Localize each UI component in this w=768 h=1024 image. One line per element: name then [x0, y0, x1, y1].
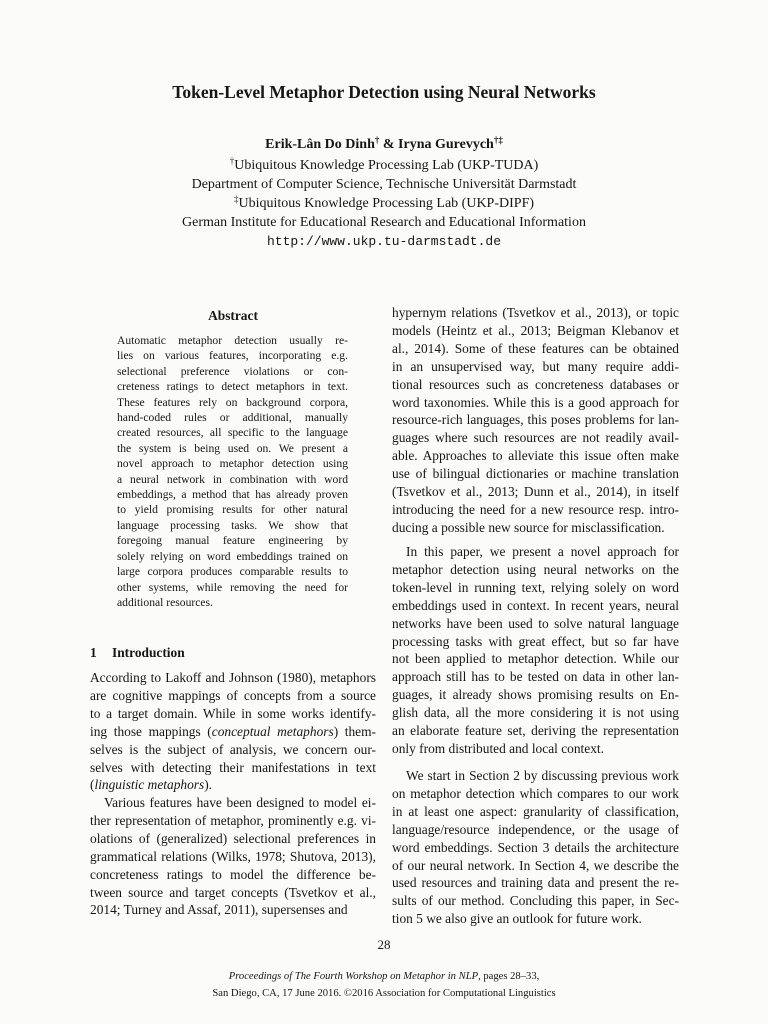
author-block — [0, 134, 768, 252]
affiliation-3-text: Ubiquitous Knowledge Processing Lab (UKP-DIPF) — [238, 196, 535, 211]
footer-line-1 — [0, 968, 768, 985]
text-line: olations of (generalized) selectional preferences in — [90, 830, 376, 846]
author-1-name: Erik-Lân Do Dinh — [265, 137, 375, 152]
text-line: language/resource independence, or the usage of — [392, 821, 679, 837]
text-line: guages where such resources are not readily avail- — [392, 430, 679, 446]
text-line: the system is being used on. We present a — [117, 441, 348, 455]
text-line: networks have been used to solve natural language — [392, 615, 679, 631]
affiliation-4: German Institute for Educational Research and Educational Information — [182, 215, 586, 230]
text-line: embeddings, a method that has already proven — [117, 488, 348, 502]
footer-pages: , pages 28–33, — [478, 971, 540, 982]
italic-term: linguistic metaphors — [94, 777, 205, 793]
text-line: word embeddings. Section 3 details the architecture — [392, 839, 679, 855]
right-paragraph-2 — [392, 543, 679, 758]
text-line: creteness ratings to detect metaphors in text. — [117, 380, 348, 394]
text-line: Various features have been designed to model ei- — [104, 795, 376, 810]
italic-term: conceptual metaphors — [211, 723, 334, 739]
text-line: of our neural network. In Section 4, we describe the — [392, 857, 679, 873]
text-line: in an unsupervised way, but many require addi- — [392, 358, 679, 374]
text-line: novel approach to metaphor detection using — [117, 457, 348, 471]
text-line — [90, 723, 376, 741]
affiliation-1-mark: † — [229, 156, 235, 166]
text-line: These features rely on background corpora, — [117, 395, 348, 409]
abstract-body — [117, 333, 348, 610]
text-line: to a target domain. While in some works identify- — [90, 705, 376, 721]
text-line: a neural network in combination with word — [117, 472, 348, 486]
text-line: According to Lakoff and Johnson (1980), metaphors — [90, 670, 376, 685]
text-line: able. Approaches to alleviate this issue often make — [392, 448, 679, 464]
text-line: concreteness ratings to model the difference be- — [90, 866, 376, 882]
text-line: tween source and target concepts (Tsvetkov et al., — [90, 884, 376, 900]
lab-url[interactable]: http://www.ukp.tu-darmstadt.de — [266, 234, 502, 249]
author-names — [0, 134, 768, 156]
text-segment: ) them- — [333, 723, 376, 739]
page-number: 28 — [377, 937, 391, 952]
section-title: Introduction — [112, 645, 185, 660]
text-line: grammatical relations (Wilks, 1978; Shutova, 2013), — [90, 848, 376, 864]
text-line: approach still has to be tested on data in other lan- — [392, 669, 679, 685]
intro-paragraph-2 — [90, 794, 376, 919]
text-line: tional resources such as concreteness databases or — [392, 376, 679, 392]
text-line: guages, it already shows promising results on En- — [392, 687, 679, 703]
text-line: are cognitive mappings of concepts from a source — [90, 687, 376, 703]
text-line: language processing tasks. We show that — [117, 518, 348, 532]
text-line: introducing the need for a new resource resp. intro- — [392, 501, 679, 517]
text-segment: ( — [90, 777, 95, 793]
text-line: tion 5 we also give an outlook for future work. — [392, 911, 642, 927]
right-paragraph-3 — [392, 767, 679, 928]
text-line: resource-rich languages, this poses problems for lan- — [392, 412, 679, 428]
author-2-marks: †‡ — [493, 135, 503, 145]
text-line: Automatic metaphor detection usually re- — [117, 334, 348, 347]
text-line: sults of our method. Concluding this paper, in Sec- — [392, 893, 679, 909]
section-number: 1 — [90, 645, 97, 660]
text-line: only from distributed and local context. — [392, 740, 604, 756]
text-line: (Tsvetkov et al., 2013; Dunn et al., 2014), in itself — [392, 484, 679, 500]
text-line: In this paper, we present a novel approach for — [406, 544, 679, 559]
text-line: ther representation of metaphor, prominently e.g. vi- — [90, 812, 376, 828]
text-line: glish data, all the more considering it is not using — [392, 705, 679, 721]
text-segment: ing those mappings ( — [90, 723, 212, 739]
text-line: use of bilingual dictionaries or machine translation — [392, 466, 679, 482]
text-line: selves with detecting their manifestations in text — [90, 759, 376, 775]
text-line: an elaborate feature set, deriving the representation — [392, 723, 679, 739]
text-line: foregoing manual feature engineering by — [117, 534, 348, 548]
affiliation-1 — [0, 156, 768, 175]
text-line: to yield promising results for other natural — [117, 503, 348, 517]
intro-paragraph-1 — [90, 669, 376, 794]
text-line: 2014; Turney and Assaf, 2011), supersenses and — [90, 902, 348, 918]
right-paragraph-1 — [392, 304, 679, 537]
text-line: other systems, while removing the need for — [117, 580, 348, 594]
text-line: models (Heintz et al., 2013; Beigman Klebanov et — [392, 322, 679, 338]
text-line — [90, 776, 376, 794]
text-line: selectional preference violations or con- — [117, 364, 348, 378]
affiliation-3-mark: ‡ — [233, 194, 239, 204]
text-line: hand-coded rules or additional, manually — [117, 411, 348, 425]
author-1-marks: † — [374, 135, 380, 145]
proceedings-footer — [0, 968, 768, 1002]
text-line: created resources, all specific to the language — [117, 426, 348, 440]
text-line: in at least one aspect: granularity of classification, — [392, 803, 679, 819]
text-line: selves is the subject of analysis, we concern our- — [90, 741, 376, 757]
text-line: ducing a possible new source for misclassification. — [392, 519, 665, 535]
text-line: token-level in running text, relying solely on word — [392, 579, 679, 595]
text-line: We start in Section 2 by discussing previous work — [406, 768, 679, 783]
paper-title: Token-Level Metaphor Detection using Neural Networks — [172, 82, 596, 102]
affiliation-1-text: Ubiquitous Knowledge Processing Lab (UKP-TUDA) — [234, 158, 539, 173]
text-segment: ). — [204, 777, 213, 793]
text-line: processing tasks with great effect, but so far have — [392, 633, 679, 649]
author-connector: & — [379, 137, 399, 152]
text-line: word taxonomies. While this is a good approach for — [392, 394, 679, 410]
text-line: used resources and training data and present the re- — [392, 875, 679, 891]
text-line: hypernym relations (Tsvetkov et al., 2013), or topic — [392, 305, 679, 320]
text-line: embeddings used in context. In recent years, neural — [392, 597, 679, 613]
text-line: al., 2014). Some of these features can be obtained — [392, 340, 679, 356]
text-line: on metaphor detection which compares to our work — [392, 785, 679, 801]
footer-line-2: San Diego, CA, 17 June 2016. ©2016 Association for Computational Linguistics — [212, 988, 556, 999]
affiliation-3 — [0, 194, 768, 213]
text-line: metaphor detection using neural networks on the — [392, 561, 679, 577]
text-line: large corpora produces comparable results to — [117, 565, 348, 579]
affiliation-2: Department of Computer Science, Technische Universität Darmstadt — [191, 177, 577, 192]
footer-venue: Proceedings of The Fourth Workshop on Metaphor in NLP — [228, 971, 479, 982]
text-line: solely relying on word embeddings trained on — [117, 549, 348, 563]
author-2-name: Iryna Gurevych — [398, 137, 494, 152]
text-line: lies on various features, incorporating e.g. — [117, 349, 348, 363]
text-line: not been applied to metaphor detection. While our — [392, 651, 679, 667]
abstract-heading: Abstract — [208, 308, 258, 323]
section-heading-introduction — [90, 644, 185, 662]
text-line: additional resources. — [117, 595, 213, 609]
